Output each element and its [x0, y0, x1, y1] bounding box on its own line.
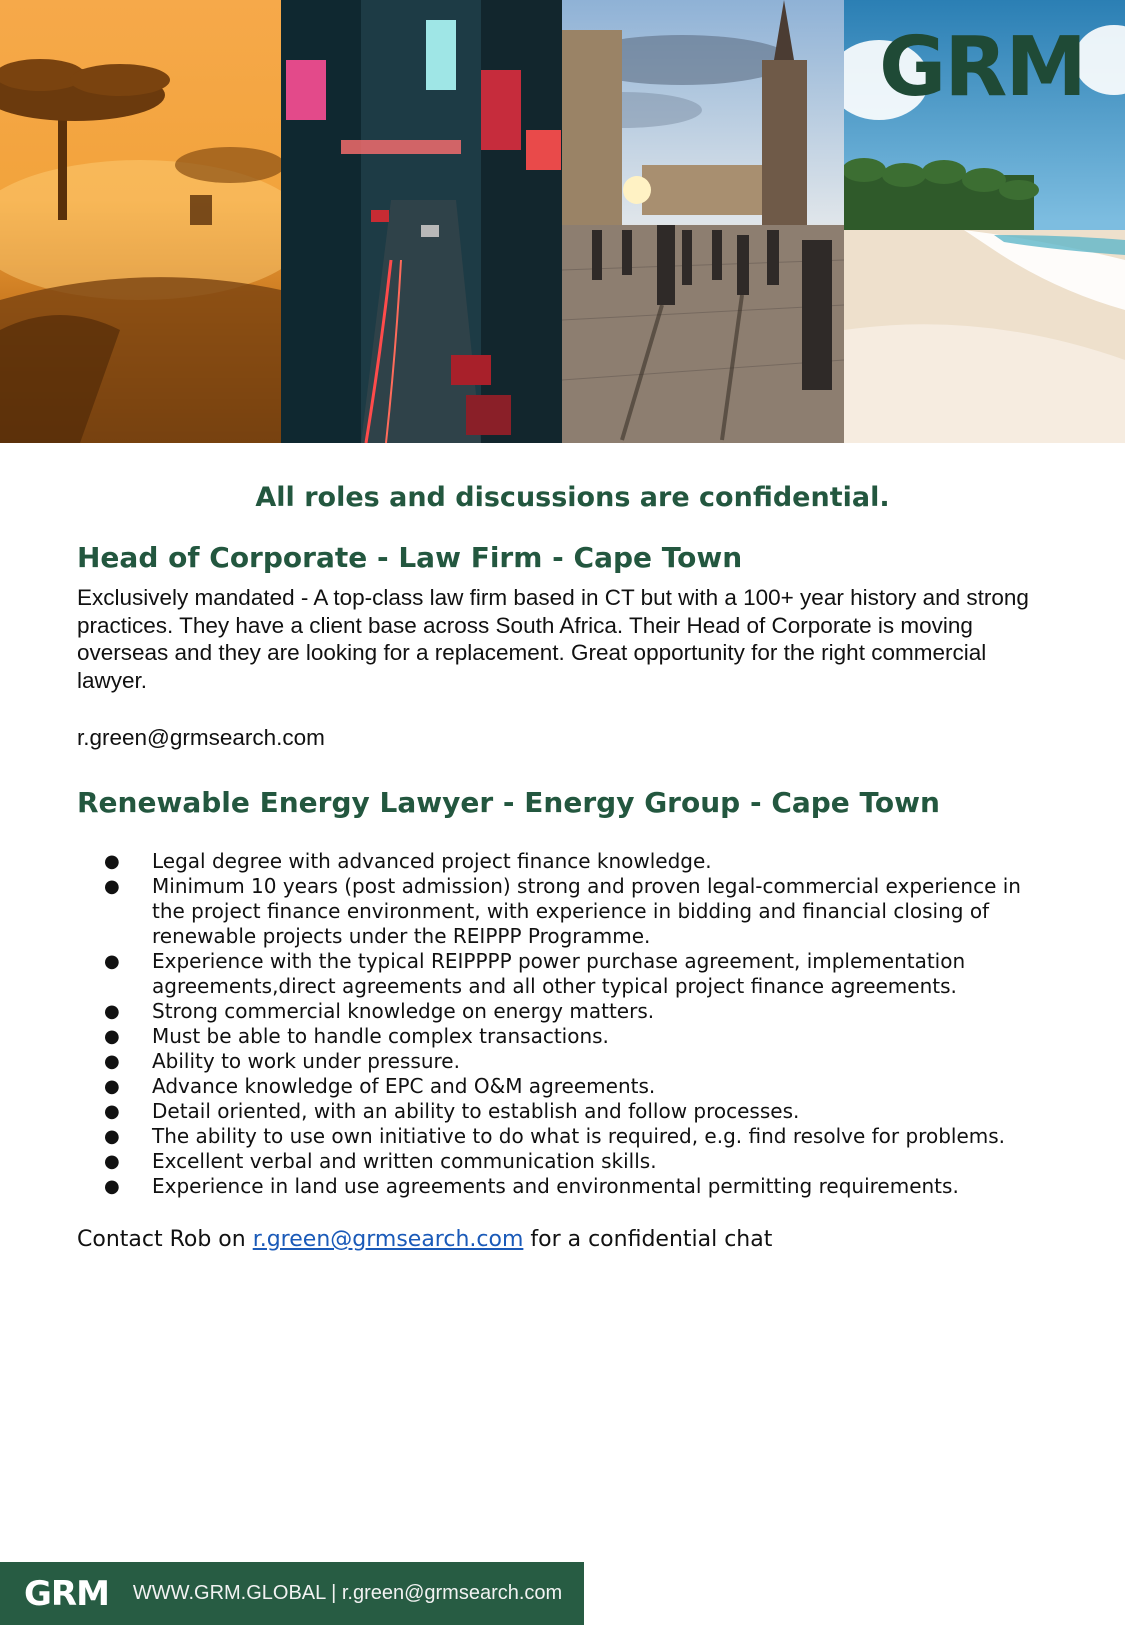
bullet-icon: ●	[104, 851, 120, 872]
list-item	[77, 1024, 1037, 1049]
list-item-text: Advance knowledge of EPC and O&M agreements.	[152, 1074, 656, 1098]
bullet-icon: ●	[104, 876, 120, 897]
bullet-icon: ●	[104, 1101, 120, 1122]
job-description: Exclusively mandated - A top-class law firm based in CT but with a 100+ year history and strong practices. They have a client base across South Africa. Their Head of Corporate is moving overseas and they are looking for a replacement. Great opportunity for the right commercial lawyer.	[77, 585, 1029, 693]
list-item	[77, 1149, 1037, 1174]
contact-line	[77, 1227, 772, 1252]
list-item-text: Excellent verbal and written communication skills.	[152, 1149, 657, 1173]
requirements-list	[77, 849, 1037, 1199]
bullet-icon: ●	[104, 1176, 120, 1197]
list-item-text: Legal degree with advanced project finance knowledge.	[152, 849, 712, 873]
list-item-text: Minimum 10 years (post admission) strong and proven legal-commercial experience in the project finance environment, with experience in bidding and financial closing of renewable projects under the REIPPP Programme.	[152, 874, 1021, 948]
bullet-icon: ●	[104, 1126, 120, 1147]
confidential-notice: All roles and discussions are confidential.	[255, 482, 890, 513]
job-title-renewable-energy-lawyer: Renewable Energy Lawyer - Energy Group - Cape Town	[77, 786, 940, 819]
list-item	[77, 1174, 1037, 1199]
list-item	[77, 1074, 1037, 1099]
city-street-photo	[281, 0, 562, 443]
list-item-text: Experience in land use agreements and environmental permitting requirements.	[152, 1174, 959, 1198]
list-item-text: Ability to work under pressure.	[152, 1049, 460, 1073]
list-item	[77, 849, 1037, 874]
bullet-icon: ●	[104, 1001, 120, 1022]
list-item-text: Experience with the typical REIPPPP power purchase agreement, implementation agreements,direct agreements and all other typical project finance agreements.	[152, 949, 966, 998]
grm-logo: GRM	[878, 20, 1085, 115]
savanna-photo	[0, 0, 281, 443]
list-item	[77, 1124, 1037, 1149]
list-item	[77, 1049, 1037, 1074]
beach-photo	[844, 0, 1125, 443]
list-item-text: The ability to use own initiative to do what is required, e.g. find resolve for problems.	[152, 1124, 1006, 1148]
bullet-icon: ●	[104, 1151, 120, 1172]
list-item	[77, 1099, 1037, 1124]
bullet-icon: ●	[104, 1076, 120, 1097]
bullet-icon: ●	[104, 951, 120, 972]
list-item-text: Strong commercial knowledge on energy matters.	[152, 999, 655, 1023]
footer-bar	[0, 1562, 584, 1625]
list-item	[77, 874, 1037, 949]
list-item	[77, 999, 1037, 1024]
contact-suffix: for a confidential chat	[523, 1227, 773, 1252]
header-banner	[0, 0, 1125, 443]
list-item-text: Detail oriented, with an ability to establish and follow processes.	[152, 1099, 800, 1123]
footer-logo: GRM	[24, 1573, 109, 1614]
list-item-text: Must be able to handle complex transactions.	[152, 1024, 609, 1048]
contact-email: r.green@grmsearch.com	[77, 725, 325, 750]
bullet-icon: ●	[104, 1051, 120, 1072]
footer-contact: WWW.GRM.GLOBAL | r.green@grmsearch.com	[132, 1582, 563, 1604]
bullet-icon: ●	[104, 1026, 120, 1047]
job-title-head-of-corporate: Head of Corporate - Law Firm - Cape Town	[77, 541, 743, 574]
email-link[interactable]: r.green@grmsearch.com	[252, 1227, 524, 1252]
town-square-photo	[562, 0, 844, 443]
contact-prefix: Contact Rob on	[77, 1227, 253, 1252]
list-item	[77, 949, 1037, 999]
